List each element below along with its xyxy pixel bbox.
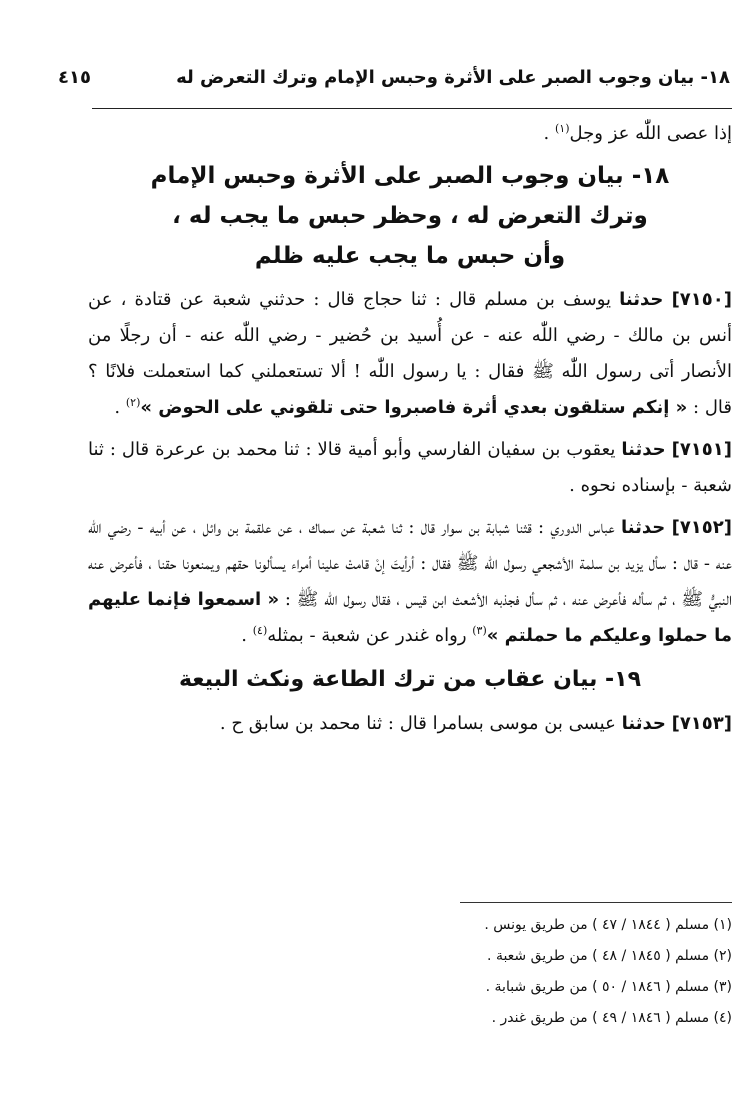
footnote-ref-3: (٣) bbox=[472, 624, 487, 637]
footnote-divider bbox=[460, 902, 732, 903]
footnote-4: (٤) مسلم ( ١٨٤٦ / ٤٩ ) من طريق غندر . bbox=[491, 1010, 732, 1026]
hadith-number: [٧١٥٢] bbox=[671, 517, 732, 538]
opening-line: إذا عصى اللّٰه عز وجل$^{(١)}$ . bbox=[543, 122, 732, 144]
hadith-7152: [٧١٥٢] حدثنا عباس الدوري : قثنا شبابة بن سوار قال : ثنا شعبة عن سماك ، عن علقمة بن وائل ، عن أبيه - رضي اللّٰه عنه - قال : سأل يزيد بن سلمة الأشجعي رسول اللّٰه ﷺ فقال : أرأيتَ إنْ قامتْ علينا أمراء يسألونا حقهم ويمنعونا حقنا ، فأعرض عنه النبيُّ ﷺ ، ثم سأله فأعرض عنه ، ثم سأل فجذبه الأشعث ابن قيس ، فقال رسول اللّٰه ﷺ : « اسمعوا فإنما عليهم ما حملوا وعليكم ما حملتم »$^{(٣)}$ رواه غندر عن شعبة - بمثله$^{(٤)}$ . bbox=[88, 517, 732, 646]
hadith-7151: [٧١٥١] حدثنا يعقوب بن سفيان الفارسي وأبو أمية قالا : ثنا محمد بن عرعرة قال : ثنا شعبة - بإسناده نحوه . bbox=[88, 439, 732, 496]
section-heading-19: ١٩- بيان عقاب من ترك الطاعة ونكث البيعة bbox=[178, 667, 642, 692]
footnote-ref-1: (١) bbox=[555, 122, 570, 135]
prophetic-quote: « اسمعوا فإنما عليهم ما حملوا وعليكم ما حملتم » bbox=[88, 589, 732, 646]
footnotes bbox=[240, 910, 732, 1034]
running-header bbox=[58, 62, 730, 92]
prophetic-quote: « إنكم ستلقون بعدي أثرة فاصبروا حتى تلقوني على الحوض » bbox=[140, 397, 688, 418]
section-heading-18: ١٨- بيان وجوب الصبر على الأثرة وحبس الإمام وترك التعرض له ، وحظر حبس ما يجب له ، وأن حبس ما يجب عليه ظلم bbox=[150, 163, 670, 269]
hadith-7153: [٧١٥٣] حدثنا عيسى بن موسى بسامرا قال : ثنا محمد بن سابق ح . bbox=[219, 713, 732, 734]
footnote-ref-4: (٤) bbox=[252, 624, 268, 637]
footnote-3: (٣) مسلم ( ١٨٤٦ / ٥٠ ) من طريق شبابة . bbox=[485, 979, 732, 995]
hadith-number: [٧١٥٣] bbox=[671, 713, 732, 734]
footnote-2: (٢) مسلم ( ١٨٤٥ / ٤٨ ) من طريق شعبة . bbox=[487, 948, 732, 964]
header-divider bbox=[92, 108, 732, 109]
running-title: ١٨- بيان وجوب الصبر على الأثرة وحبس الإمام وترك التعرض له bbox=[176, 66, 730, 88]
footnote-ref-2: (٢) bbox=[125, 396, 141, 409]
hadith-number: [٧١٥٠] bbox=[671, 289, 732, 310]
main-text bbox=[88, 114, 732, 742]
hadith-number: [٧١٥١] bbox=[671, 439, 732, 460]
hadith-7150: [٧١٥٠] حدثنا يوسف بن مسلم قال : ثنا حجاج قال : حدثني شعبة عن قتادة ، عن أنس بن مالك - رضي اللّٰه عنه - عن أُسيد بن حُضير - رضي اللّٰه عنه - أن رجلًا من الأنصار أتى رسول اللّٰه ﷺ فقال : يا رسول اللّٰه ! ألا تستعملني كما استعملت فلانًا ؟ قال : « إنكم ستلقون بعدي أثرة فاصبروا حتى تلقوني على الحوض »$^{(٢)}$ . bbox=[88, 289, 732, 418]
page-number: ٤١٥ bbox=[58, 66, 91, 88]
footnote-1: (١) مسلم ( ١٨٤٤ / ٤٧ ) من طريق يونس . bbox=[484, 917, 732, 933]
